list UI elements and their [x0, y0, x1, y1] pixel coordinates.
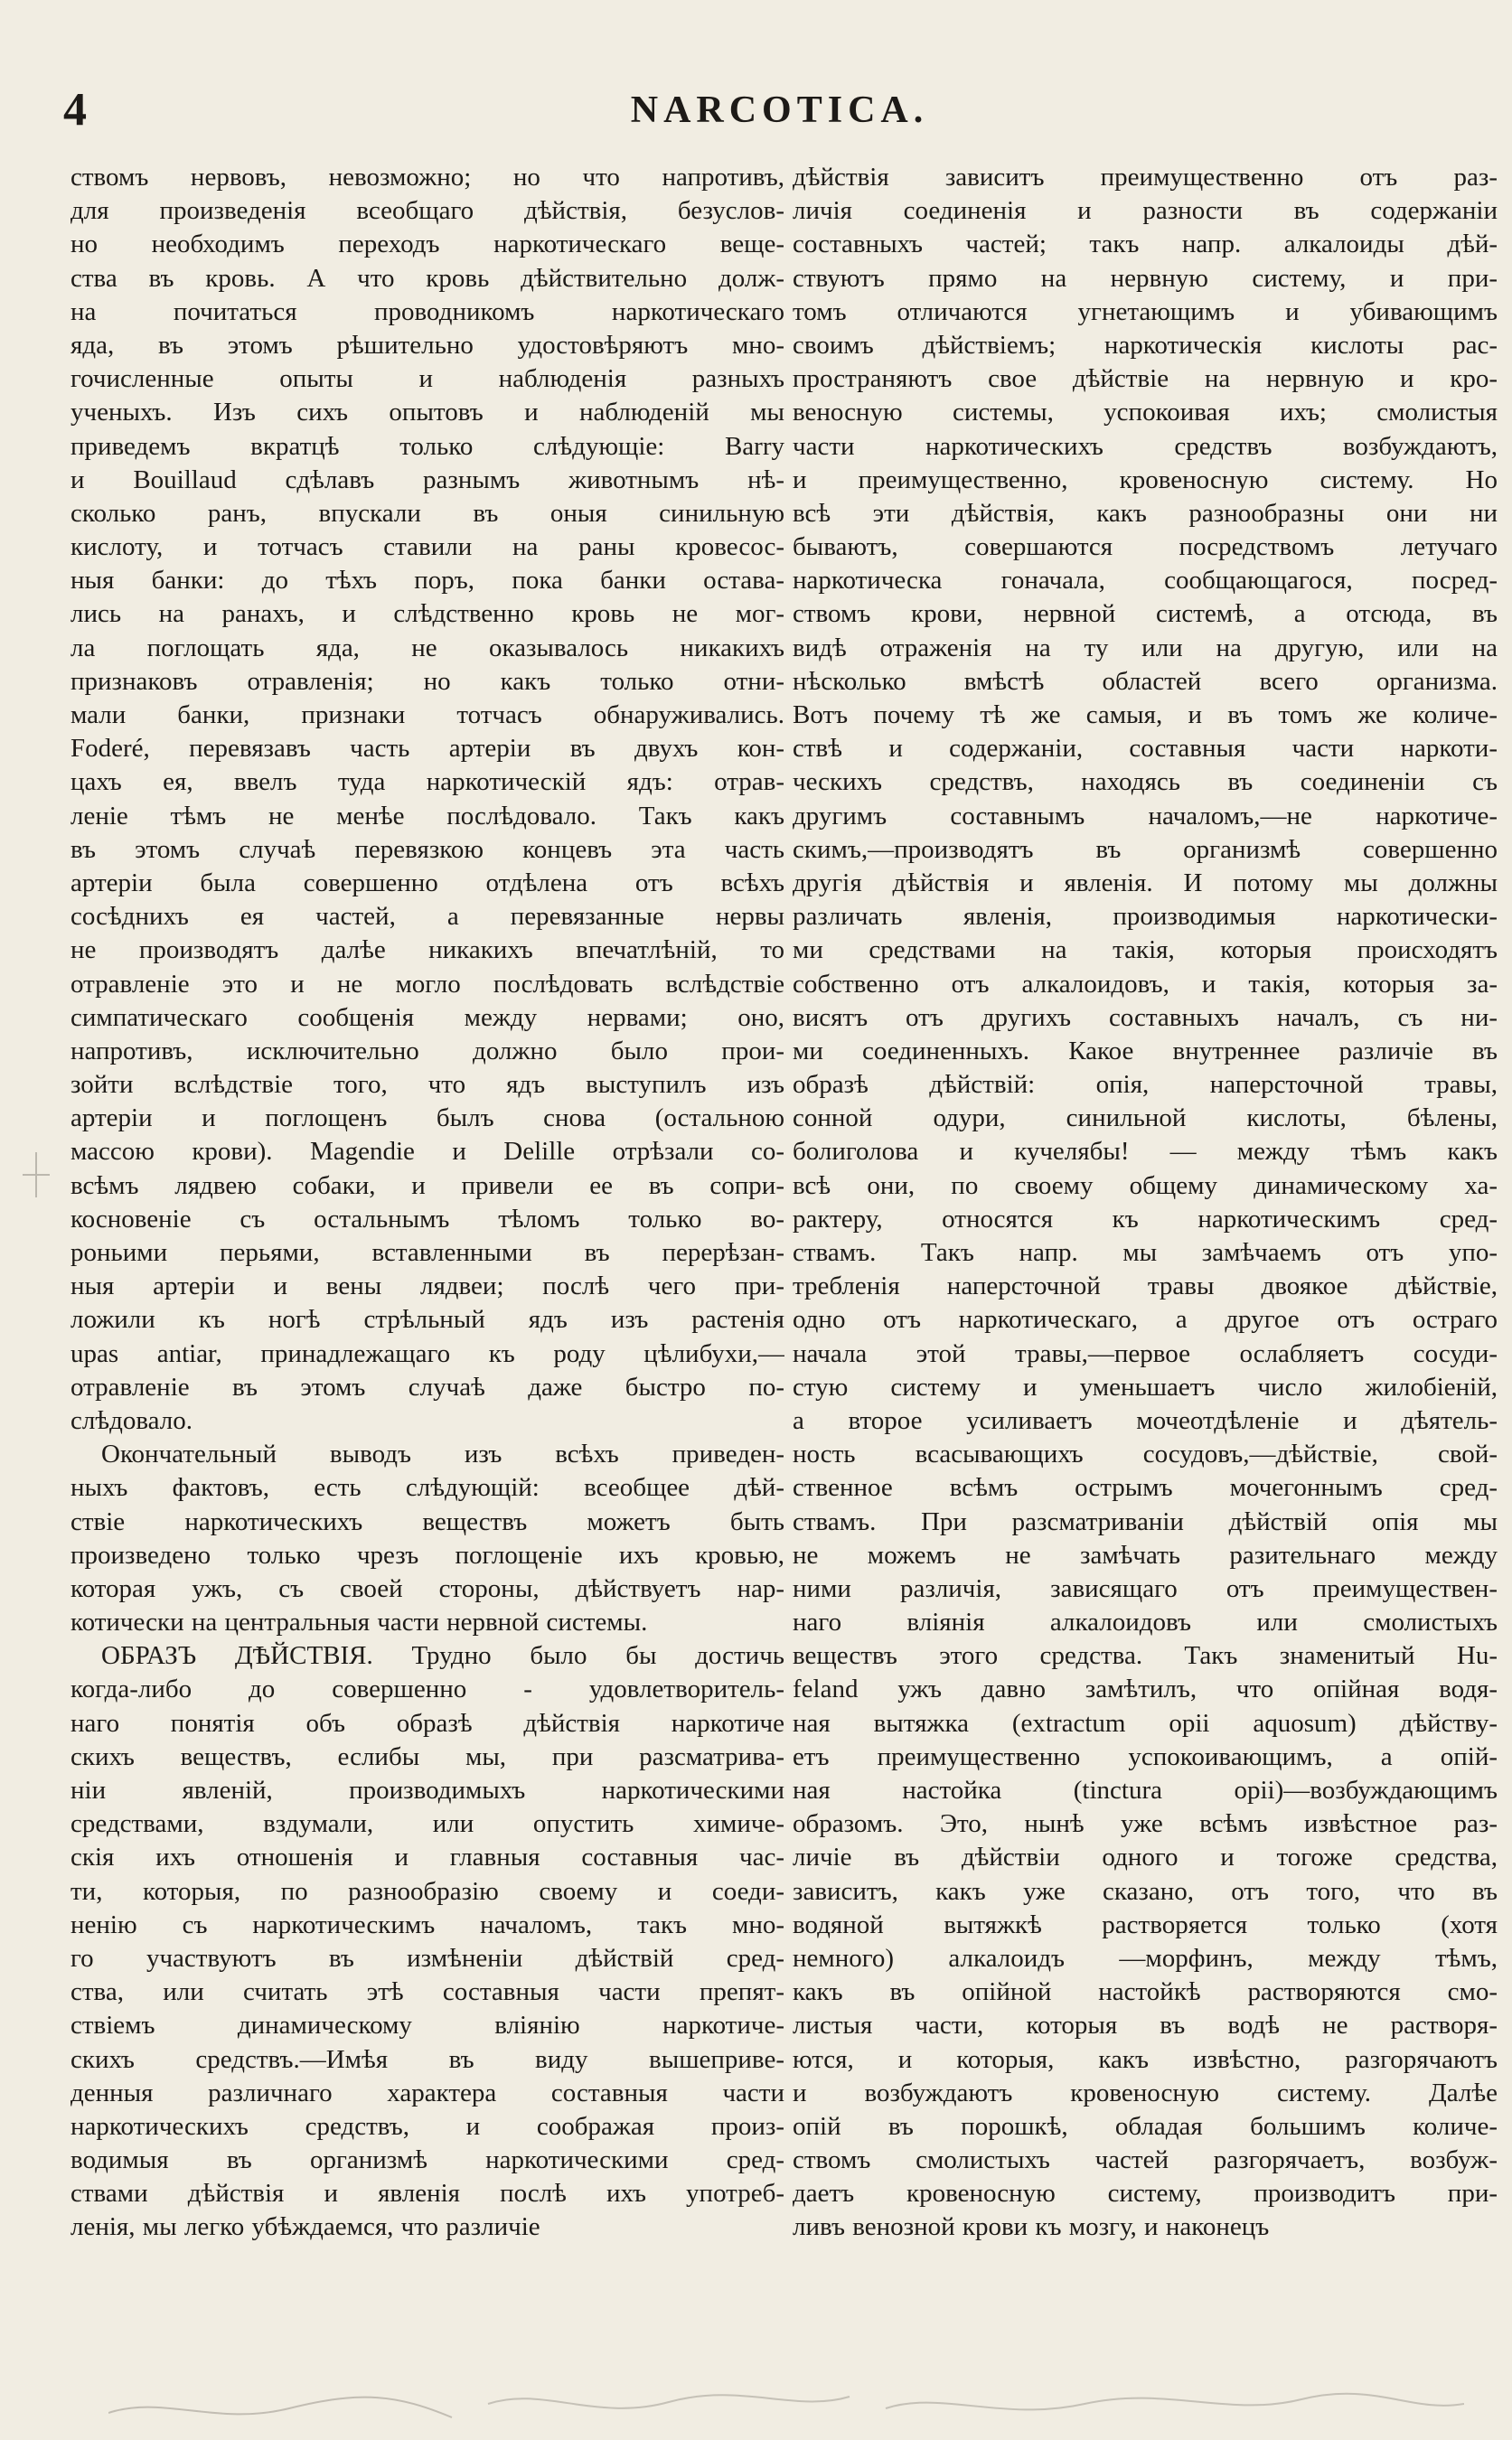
text-line: пространяютъ свое дѣйствіе на нервную и кро-	[793, 364, 1498, 394]
text-line: нѣсколько вмѣстѣ областей всего организма.	[793, 666, 1498, 696]
text-line: дѣйствія зависитъ преимущественно отъ раз-	[793, 163, 1498, 192]
text-line: мали банки, признаки тотчасъ обнаруживались.	[70, 700, 784, 729]
text-line: ти, которыя, по разнообразію своему и соеди-	[70, 1876, 784, 1906]
text-line: ложили къ ногѣ стрѣльный ядъ изъ растенія	[70, 1305, 784, 1335]
text-line: зависитъ, какъ уже сказано, отъ того, что въ	[793, 1876, 1498, 1906]
text-line: скія ихъ отношенія и главныя составныя час-	[70, 1843, 784, 1872]
text-line: симпатическаго сообщенія между нервами; оно,	[70, 1002, 784, 1032]
text-line: скимъ,—производятъ въ организмѣ совершенно	[793, 834, 1498, 864]
text-line: Вотъ почему тѣ же самыя, и въ томъ же количе-	[793, 700, 1498, 729]
text-line: ствомъ смолистыхъ частей разгорячаетъ, возбуж-	[793, 2145, 1498, 2175]
page-header	[63, 83, 1496, 146]
text-line: висятъ отъ другихъ составныхъ началъ, съ ни-	[793, 1002, 1498, 1032]
text-line: наркотическихъ средствъ, и соображая произ-	[70, 2111, 784, 2141]
text-line: средствами, вздумали, или опустить химиче-	[70, 1809, 784, 1839]
text-line: роньими перьями, вставленными въ перерѣзан-	[70, 1238, 784, 1267]
text-line: го участвуютъ въ измѣненіи дѣйствій сред-	[70, 1943, 784, 1973]
text-line: собственно отъ алкалоидовъ, и такія, которыя за-	[793, 969, 1498, 999]
text-line: немного) алкалоидъ —морфинъ, между тѣмъ,	[793, 1943, 1498, 1973]
text-line: и возбуждаютъ кровеносную систему. Далѣе	[793, 2078, 1498, 2107]
text-line: какъ въ опійной настойкѣ растворяются смо-	[793, 1977, 1498, 2007]
text-line: другія дѣйствія и явленія. И потому мы должны	[793, 868, 1498, 897]
text-line: сонной одури, синильной кислоты, бѣлены,	[793, 1103, 1498, 1133]
text-line: рактеру, относятся къ наркотическимъ сред-	[793, 1204, 1498, 1234]
text-line: ними различія, зависящаго отъ преимуществен-	[793, 1573, 1498, 1603]
text-line: ливъ венозной крови къ мозгу, и наконецъ	[793, 2212, 1270, 2242]
text-line: зойти вслѣдствіе того, что ядъ выступилъ изъ	[70, 1070, 784, 1100]
text-line: сосѣднихъ ея частей, а перевязанные нервы	[70, 902, 784, 932]
text-line: ствомъ крови, нервной системѣ, а отсюда, въ	[793, 599, 1498, 629]
text-line: различать явленія, производимыя наркотически-	[793, 902, 1498, 932]
text-line: скихъ веществъ, еслибы мы, при разсматрива-	[70, 1741, 784, 1771]
text-line: сколько ранъ, впускали въ оныя синильную	[70, 498, 784, 528]
text-line: составныхъ частей; такъ напр. алкалоиды дѣй-	[793, 230, 1498, 259]
text-line: произведено только чрезъ поглощеніе ихъ кровью,	[70, 1540, 784, 1570]
text-line: отравленіе въ этомъ случаѣ даже быстро по-	[70, 1372, 784, 1402]
text-line: ствуютъ прямо на нервную систему, и при-	[793, 263, 1498, 293]
text-line: не производятъ далѣе никакихъ впечатлѣній, то	[70, 935, 784, 965]
text-line: ствамъ. При разсматриваніи дѣйствій опія мы	[793, 1506, 1498, 1536]
text-line: видѣ отраженія на ту или на другую, или на	[793, 633, 1498, 662]
text-line: ческихъ средствъ, находясь въ соединеніи съ	[793, 767, 1498, 797]
text-line: котически на центральныя части нервной системы.	[70, 1608, 648, 1638]
text-line: бываютъ, совершаются посредствомъ летучаго	[793, 532, 1498, 562]
text-line: ныхъ фактовъ, есть слѣдующій: всеобщее дѣй-	[70, 1473, 784, 1503]
text-line: для произведенія всеобщаго дѣйствія, безуслов-	[70, 196, 784, 226]
text-line: приведемъ вкратцѣ только слѣдующіе: Barry	[70, 431, 784, 461]
running-title: NARCOTICA.	[630, 89, 929, 131]
text-line: кислоту, и тотчасъ ставили на раны кровесос-	[70, 532, 784, 562]
text-line: ства, или считать этѣ составныя части препят-	[70, 1977, 784, 2007]
text-line: ленія, мы легко убѣждаемся, что различіе	[70, 2212, 540, 2242]
text-line: всѣ они, по своему общему динамическому ха-	[793, 1170, 1498, 1200]
text-line: ность всасывающихъ сосудовъ,—дѣйствіе, свой-	[793, 1440, 1498, 1469]
text-line: feland ужъ давно замѣтилъ, что опійная водя-	[793, 1675, 1498, 1704]
text-line: опій въ порошкѣ, обладая большимъ количе-	[793, 2111, 1498, 2141]
text-line: ная настойка (tinctura opii)—возбуждающимъ	[793, 1776, 1498, 1805]
text-line: болиголова и кучелябы! — между тѣмъ какъ	[793, 1137, 1498, 1167]
text-line: ства въ кровь. А что кровь дѣйствительно долж-	[70, 263, 784, 293]
text-line: гочисленные опыты и наблюденія разныхъ	[70, 364, 784, 394]
text-line: цахъ ея, ввелъ туда наркотическій ядъ: отрав-	[70, 767, 784, 797]
text-line: наркотическа гоначала, сообщающагося, посред-	[793, 566, 1498, 596]
text-line: лись на ранахъ, и слѣдственно кровь не мог-	[70, 599, 784, 629]
text-line: артеріи и поглощенъ былъ снова (остальною	[70, 1103, 784, 1133]
pencil-marginalia	[108, 2377, 1464, 2431]
text-line: листыя части, которыя въ водѣ не растворя-	[793, 2011, 1498, 2041]
text-line: ствіе наркотическихъ веществъ можетъ быть	[70, 1506, 784, 1536]
text-line: одно отъ наркотическаго, а другое отъ остраго	[793, 1305, 1498, 1335]
text-line: образомъ. Это, нынѣ уже всѣмъ извѣстное раз-	[793, 1809, 1498, 1839]
margin-pencil-mark	[18, 1148, 54, 1202]
text-line: образѣ дѣйствій: опія, наперсточной травы,	[793, 1070, 1498, 1100]
text-line: ніи явленій, производимыхъ наркотическими	[70, 1776, 784, 1805]
text-line: наго вліянія алкалоидовъ или смолистыхъ	[793, 1608, 1498, 1638]
text-line: артеріи была совершенно отдѣлена отъ всѣхъ	[70, 868, 784, 897]
text-line: признаковъ отравленія; но какъ только отни-	[70, 666, 784, 696]
text-line: ствами дѣйствія и явленія послѣ ихъ употреб-	[70, 2179, 784, 2209]
text-line: водимыя въ организмѣ наркотическими сред-	[70, 2145, 784, 2175]
text-line: веносную системы, успокоивая ихъ; смолистыя	[793, 398, 1498, 427]
text-line: ныя банки: до тѣхъ поръ, пока банки остава-	[70, 566, 784, 596]
text-line: Foderé, перевязавъ часть артеріи въ двухъ кон-	[70, 734, 784, 764]
text-line: начала этой травы,—первое ослабляетъ сосуди-	[793, 1338, 1498, 1368]
text-line: напротивъ, исключительно должно было прои-	[70, 1036, 784, 1065]
text-line: ствамъ. Такъ напр. мы замѣчаемъ отъ упо-	[793, 1238, 1498, 1267]
text-line: отравленіе это и не могло послѣдовать вслѣдствіе	[70, 969, 784, 999]
text-line: ная вытяжка (extractum opii aquosum) дѣйству-	[793, 1708, 1498, 1738]
text-line: ныя артеріи и вены лядвеи; послѣ чего при-	[70, 1272, 784, 1301]
text-line: которая ужъ, съ своей стороны, дѣйствуетъ нар-	[70, 1573, 784, 1603]
right-column	[793, 161, 1498, 2245]
text-line: наго понятія объ образѣ дѣйствія наркотиче	[70, 1708, 784, 1738]
text-line: етъ преимущественно успокоивающимъ, а опій-	[793, 1741, 1498, 1771]
text-line: ученыхъ. Изъ сихъ опытовъ и наблюденій мы	[70, 398, 784, 427]
text-line: всѣмъ лядвею собаки, и привели ее въ сопри-	[70, 1170, 784, 1200]
text-line: Окончательный выводъ изъ всѣхъ приведен-	[101, 1440, 784, 1469]
text-line: въ этомъ случаѣ перевязкою концевъ эта часть	[70, 834, 784, 864]
text-line: upas antiar, принадлежащаго къ роду цѣлибухи,—	[70, 1338, 784, 1368]
text-line: ми средствами на такія, которыя происходятъ	[793, 935, 1498, 965]
left-column	[70, 161, 784, 2245]
text-line: ненію съ наркотическимъ началомъ, такъ мно-	[70, 1910, 784, 1939]
text-line: даетъ кровеносную систему, производитъ при-	[793, 2179, 1498, 2209]
text-line: личіе въ дѣйствіи одного и тогоже средства,	[793, 1843, 1498, 1872]
text-line: требленія наперсточной травы двоякое дѣйствіе,	[793, 1272, 1498, 1301]
text-line: томъ отличаются угнетающимъ и убивающимъ	[793, 296, 1498, 326]
text-line: ются, и которыя, какъ извѣстно, разгорячаютъ	[793, 2044, 1498, 2074]
text-line: личія соединенія и разности въ содержаніи	[793, 196, 1498, 226]
text-line: ствіемъ динамическому вліянію наркотиче-	[70, 2011, 784, 2041]
text-line: косновеніе съ остальнымъ тѣломъ только во-	[70, 1204, 784, 1234]
text-line: ствомъ нервовъ, невозможно; но что напротивъ,	[70, 163, 784, 192]
text-line: всѣ эти дѣйствія, какъ разнообразны они ни	[793, 498, 1498, 528]
text-line: водяной вытяжкѣ растворяется только (хотя	[793, 1910, 1498, 1939]
text-line: ми соединенныхъ. Какое внутреннее различіе въ	[793, 1036, 1498, 1065]
text-line: и Bouillaud сдѣлавъ разнымъ животнымъ нѣ-	[70, 465, 784, 494]
text-line: скихъ средствъ.—Имѣя въ виду вышеприве-	[70, 2044, 784, 2074]
text-line: когда-либо до совершенно - удовлетворитель-	[70, 1675, 784, 1704]
text-line: другимъ составнымъ началомъ,—не наркотиче-	[793, 801, 1498, 831]
text-line: не можемъ не замѣчать разительнаго между	[793, 1540, 1498, 1570]
page-number: 4	[63, 84, 87, 136]
text-line: ственное всѣмъ острымъ мочегоннымъ сред-	[793, 1473, 1498, 1503]
text-line: но необходимъ переходъ наркотическаго веще-	[70, 230, 784, 259]
text-line: ла поглощать яда, не оказывалось никакихъ	[70, 633, 784, 662]
text-line: на почитаться проводникомъ наркотическаго	[70, 296, 784, 326]
text-line: и преимущественно, кровеносную систему. Но	[793, 465, 1498, 494]
text-line: части наркотическихъ средствъ возбуждаютъ,	[793, 431, 1498, 461]
text-line: массою крови). Magendie и Delille отрѣзали со-	[70, 1137, 784, 1167]
text-line: веществъ этого средства. Такъ знаменитый Hu-	[793, 1641, 1498, 1671]
text-line: стую систему и уменьшаетъ число жилобіеній,	[793, 1372, 1498, 1402]
text-line: а второе усиливаетъ мочеотдѣленіе и дѣятель-	[793, 1405, 1498, 1435]
text-line: своимъ дѣйствіемъ; наркотическія кислоты рас-	[793, 330, 1498, 360]
text-line: слѣдовало.	[70, 1405, 193, 1435]
text-line: денныя различнаго характера составныя части	[70, 2078, 784, 2107]
text-line: ОБРАЗЪ ДѢЙСТВІЯ. Трудно было бы достичь	[101, 1641, 784, 1671]
text-line: яда, въ этомъ рѣшительно удостовѣряютъ мно-	[70, 330, 784, 360]
text-line: леніе тѣмъ не менѣе послѣдовало. Такъ какъ	[70, 801, 784, 831]
text-line: ствѣ и содержаніи, составныя части наркоти-	[793, 734, 1498, 764]
